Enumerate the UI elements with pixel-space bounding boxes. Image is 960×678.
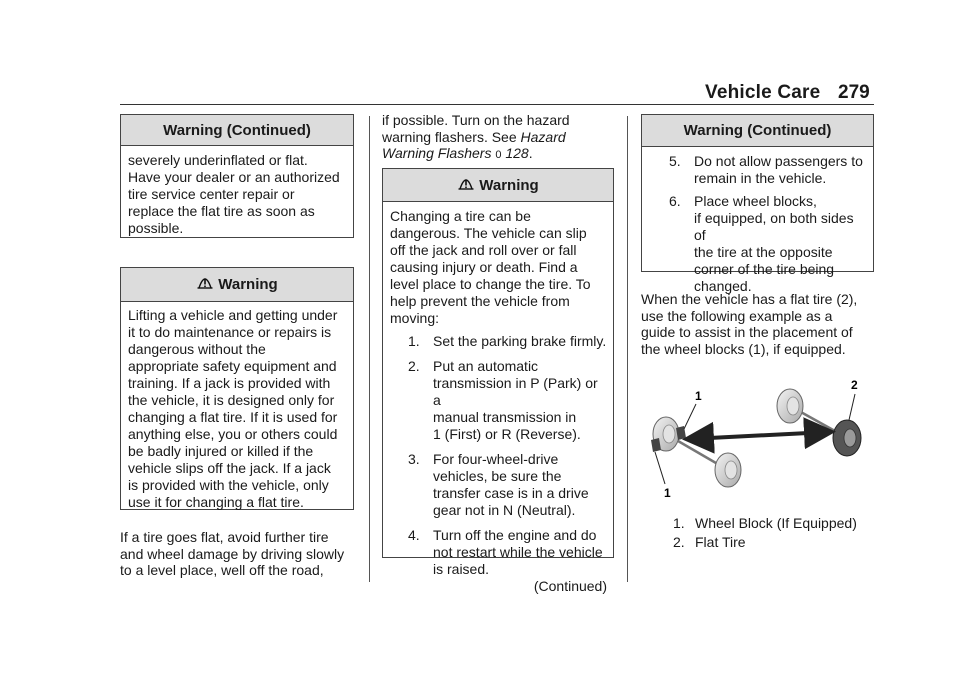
list-item bbox=[408, 451, 607, 519]
callout-1-top: 1 bbox=[695, 389, 702, 403]
section-title: Vehicle Care bbox=[705, 82, 821, 103]
list-item bbox=[408, 358, 607, 443]
warning-continued-box bbox=[120, 114, 354, 238]
list-item bbox=[408, 333, 607, 350]
text-line: off the jack and roll over or fall bbox=[390, 242, 577, 258]
hazard-paragraph bbox=[382, 112, 622, 164]
list-number: 5. bbox=[669, 153, 681, 169]
list-item bbox=[408, 527, 607, 578]
page-ref-icon: 0 bbox=[495, 149, 502, 161]
page-ref[interactable]: 128 bbox=[505, 145, 529, 161]
text-line: Have your dealer or an authorized bbox=[128, 169, 340, 185]
warning-continued-body-2 bbox=[642, 147, 873, 295]
text-span: warning flashers. See bbox=[382, 128, 521, 145]
text-line: anything else, you or others could bbox=[128, 426, 338, 442]
legend-number: 1. bbox=[673, 515, 685, 531]
warning-jack-body bbox=[121, 302, 353, 511]
header-rule bbox=[120, 104, 874, 105]
text-line: use it for changing a flat tire. bbox=[128, 494, 304, 510]
list-number: 3. bbox=[408, 451, 420, 467]
figure-legend bbox=[673, 514, 873, 552]
text-line: guide to assist in the placement of bbox=[641, 324, 853, 340]
warning-jack-header bbox=[121, 268, 353, 302]
text-line: the tire at the opposite bbox=[694, 244, 833, 260]
warning-continued-title-2: Warning (Continued) bbox=[642, 115, 873, 147]
text-line: If a tire goes flat, avoid further tire bbox=[120, 529, 329, 545]
warning-icon bbox=[196, 274, 214, 292]
callout-line bbox=[655, 452, 665, 484]
wheel-rear-left bbox=[777, 389, 803, 423]
text-line: and wheel damage by driving slowly bbox=[120, 545, 345, 562]
warning-icon bbox=[457, 175, 475, 193]
text-line: appropriate safety equipment and bbox=[128, 358, 337, 374]
text-line: Changing a tire can be bbox=[390, 208, 531, 224]
wheel-block-paragraph bbox=[641, 291, 881, 357]
text-line: Do not allow passengers to bbox=[694, 153, 863, 169]
list-item bbox=[669, 193, 867, 295]
warning-continued-box-2 bbox=[641, 114, 874, 294]
text-line: replace the flat tire as soon as bbox=[128, 203, 315, 219]
callout-line bbox=[849, 394, 855, 420]
text-line: changing a flat tire. If it is used for bbox=[128, 409, 338, 425]
text-line: the vehicle, it is designed only for bbox=[128, 392, 335, 408]
warning-tire-box bbox=[382, 168, 614, 594]
warning-jack-title: Warning bbox=[218, 276, 278, 293]
text-line: remain in the vehicle. bbox=[694, 170, 827, 186]
text-line bbox=[382, 145, 622, 164]
text-line: corner of the tire being bbox=[694, 261, 835, 277]
text-line: possible. bbox=[128, 220, 184, 236]
text-line: severely underinflated or flat. bbox=[128, 152, 308, 168]
list-number: 4. bbox=[408, 527, 420, 543]
legend-item bbox=[673, 514, 873, 533]
text-line: is provided with the vehicle, only bbox=[128, 477, 329, 493]
wheel-front-right bbox=[715, 453, 741, 487]
text-line: vehicles, be sure the bbox=[433, 468, 562, 484]
text-line: For four-wheel-drive bbox=[433, 451, 559, 467]
text-line: changed. bbox=[694, 278, 752, 294]
direction-arrow bbox=[690, 432, 828, 439]
text-line: transfer case is in a drive bbox=[433, 485, 589, 501]
continued-label: (Continued) bbox=[533, 578, 607, 594]
text-line: Lifting a vehicle and getting under bbox=[128, 307, 338, 323]
column-divider-right bbox=[627, 116, 628, 582]
hazard-link[interactable]: Hazard bbox=[520, 128, 566, 145]
text-line: manual transmission in bbox=[433, 409, 577, 425]
text-line: not restart while the vehicle bbox=[433, 544, 603, 560]
text-line: vehicle slips off the jack. If a jack bbox=[128, 460, 331, 476]
flat-tire bbox=[833, 420, 861, 456]
page-number: 279 bbox=[838, 82, 870, 103]
text-line: help prevent the vehicle from bbox=[390, 293, 570, 309]
text-line: When the vehicle has a flat tire (2), bbox=[641, 291, 858, 307]
legend-number: 2. bbox=[673, 534, 685, 550]
text-line: Place wheel blocks, bbox=[694, 193, 817, 209]
warning-jack-box bbox=[120, 267, 354, 510]
warning-tire-header bbox=[383, 169, 613, 202]
text-line: Put an automatic bbox=[433, 358, 539, 374]
warning-continued-title: Warning (Continued) bbox=[121, 115, 353, 146]
text-line: causing injury or death. Find a bbox=[390, 259, 578, 275]
text-line: the wheel blocks (1), if equipped. bbox=[641, 340, 846, 357]
hazard-link-cont[interactable]: Warning Flashers bbox=[382, 145, 492, 161]
text-line: training. If a jack is provided with bbox=[128, 375, 331, 391]
text-line: if equipped, on both sides of bbox=[694, 210, 854, 243]
steps-list bbox=[390, 333, 607, 578]
text-line: is raised. bbox=[433, 561, 490, 577]
text-line: transmission in P (Park) or a bbox=[433, 375, 598, 408]
text-line: Turn off the engine and do bbox=[433, 527, 597, 543]
callout-line bbox=[684, 404, 696, 429]
list-number: 2. bbox=[408, 358, 420, 374]
callout-1-bottom: 1 bbox=[664, 486, 671, 500]
warning-tire-body bbox=[383, 202, 613, 595]
legend-text: Wheel Block (If Equipped) bbox=[695, 515, 857, 531]
legend-text: Flat Tire bbox=[695, 534, 746, 550]
warning-tire-title: Warning bbox=[479, 177, 539, 194]
text-line: dangerous. The vehicle can slip bbox=[390, 225, 587, 241]
wheel-block-diagram bbox=[640, 372, 874, 504]
flat-tire-paragraph bbox=[120, 529, 365, 579]
text-line: gear not in N (Neutral). bbox=[433, 502, 576, 518]
text-line: tire service center repair or bbox=[128, 186, 295, 202]
text-line: dangerous without the bbox=[128, 341, 266, 357]
list-number: 1. bbox=[408, 333, 420, 349]
text-span: . bbox=[528, 145, 533, 161]
warning-continued-body bbox=[121, 146, 353, 237]
list-number: 6. bbox=[669, 193, 681, 209]
legend-item bbox=[673, 533, 873, 552]
text-line: level place to change the tire. To bbox=[390, 276, 591, 292]
text-line: 1 (First) or R (Reverse). bbox=[433, 426, 581, 442]
list-item bbox=[669, 153, 867, 187]
text-line: Set the parking brake firmly. bbox=[433, 333, 607, 349]
text-line: moving: bbox=[390, 310, 440, 326]
text-line: to a level place, well off the road, bbox=[120, 562, 324, 578]
text-line: be badly injured or killed if the bbox=[128, 443, 314, 459]
text-line: if possible. Turn on the hazard bbox=[382, 112, 570, 128]
callout-2: 2 bbox=[851, 378, 858, 392]
column-divider-left bbox=[369, 116, 370, 582]
text-line: use the following example as a bbox=[641, 307, 833, 324]
text-line: it to do maintenance or repairs is bbox=[128, 324, 332, 340]
text-line bbox=[382, 129, 622, 146]
